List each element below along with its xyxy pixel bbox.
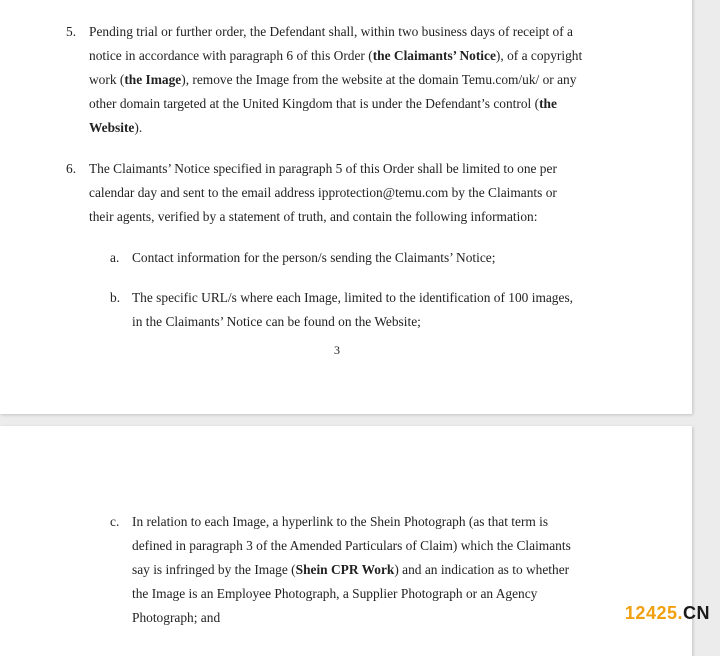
paragraph-5-line-3: work (the Image), remove the Image from the website at the domain Temu.com/uk/ or any [89,72,577,87]
page-number: 3 [334,343,340,357]
paragraph-6-line-1: The Claimants’ Notice specified in paragraph 5 of this Order shall be limited to one per [89,161,557,176]
item-c-line-1: In relation to each Image, a hyperlink to the Shein Photograph (as that term is [132,514,549,529]
paragraph-5-number: 5. [66,24,77,39]
paragraph-6-line-3: their agents, verified by a statement of truth, and contain the following information: [89,209,538,224]
paragraph-5-line-1: Pending trial or further order, the Defendant shall, within two business days of receipt of a [89,24,573,39]
document-page-4 [0,426,692,656]
item-a-letter: a. [110,250,120,265]
paragraph-6-line-2: calendar day and sent to the email address ipprotection@temu.com by the Claimants or [89,185,557,200]
paragraph-5-line-5: Website). [89,120,143,135]
item-b-line-1: The specific URL/s where each Image, limited to the identification of 100 images, [132,290,574,305]
paragraph-5-line-4: other domain targeted at the United Kingdom that is under the Defendant’s control (the [89,96,557,111]
paragraph-5-line-2: notice in accordance with paragraph 6 of this Order (the Claimants’ Notice), of a copyright [89,48,583,63]
item-c-letter: c. [110,514,120,529]
item-b-line-2: in the Claimants’ Notice can be found on the Website; [132,314,421,329]
item-c-line-5: Photograph; and [132,610,221,625]
paragraph-6-number: 6. [66,161,77,176]
item-a-line-1: Contact information for the person/s sending the Claimants’ Notice; [132,250,496,265]
item-c-line-2: defined in paragraph 3 of the Amended Particulars of Claim) which the Claimants [132,538,571,553]
site-watermark: 12425.CN [624,603,710,623]
item-b-letter: b. [110,290,121,305]
item-c-line-3: say is infringed by the Image (Shein CPR Work) and an indication as to whether [132,562,570,577]
item-c-line-4: the Image is an Employee Photograph, a Supplier Photograph or an Agency [132,586,538,601]
